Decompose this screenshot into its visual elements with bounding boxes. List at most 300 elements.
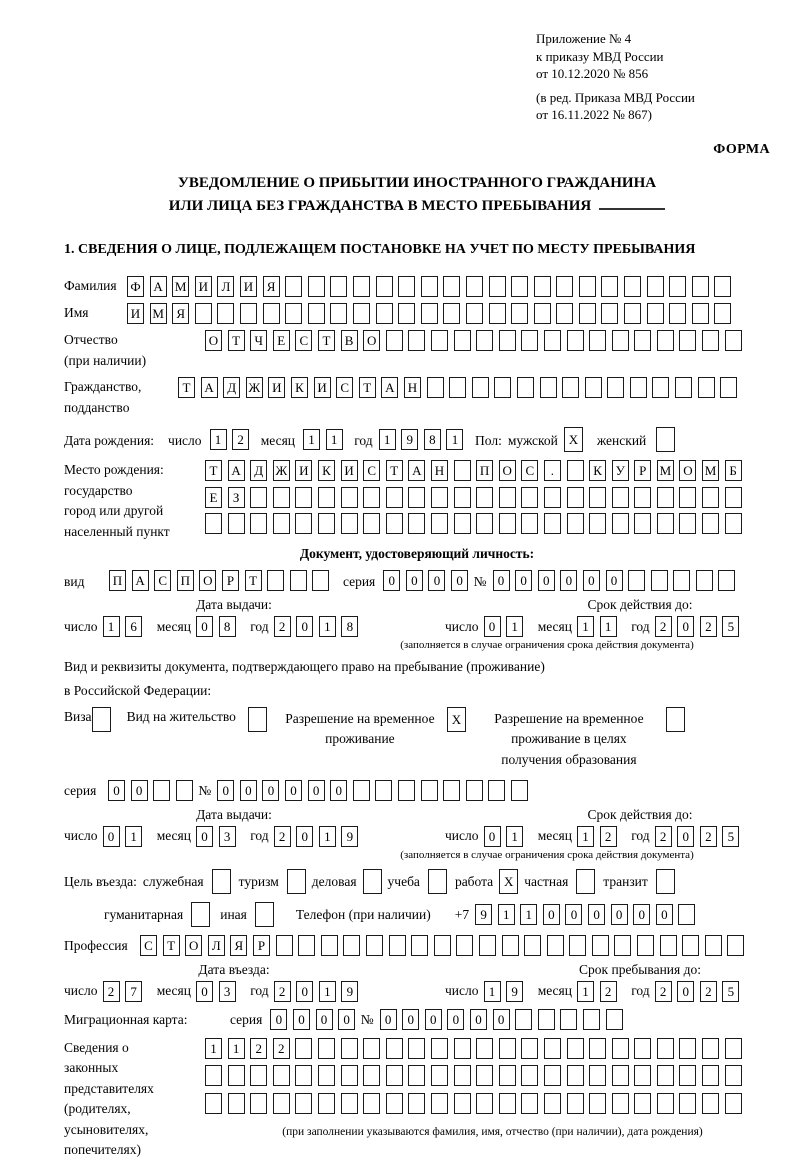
residence-number-cells[interactable]: [217, 780, 533, 801]
char-cell[interactable]: 0: [196, 826, 213, 847]
char-cell[interactable]: [431, 513, 448, 534]
char-cell[interactable]: [589, 513, 606, 534]
char-cell[interactable]: [702, 513, 719, 534]
char-cell[interactable]: [376, 303, 393, 324]
char-cell[interactable]: [660, 935, 677, 956]
char-cell[interactable]: [287, 869, 306, 894]
char-cell[interactable]: 6: [125, 616, 142, 637]
char-cell[interactable]: [669, 276, 686, 297]
entry-day[interactable]: [103, 981, 148, 1002]
char-cell[interactable]: [353, 780, 370, 801]
char-cell[interactable]: [698, 377, 715, 398]
stay-year[interactable]: [655, 981, 745, 1002]
char-cell[interactable]: В: [341, 330, 358, 351]
char-cell[interactable]: [702, 1065, 719, 1086]
char-cell[interactable]: 1: [210, 429, 227, 450]
char-cell[interactable]: 0: [308, 780, 325, 801]
char-cell[interactable]: И: [195, 276, 212, 297]
char-cell[interactable]: [614, 935, 631, 956]
char-cell[interactable]: Т: [205, 460, 222, 481]
char-cell[interactable]: 0: [484, 826, 501, 847]
char-cell[interactable]: [318, 513, 335, 534]
char-cell[interactable]: [428, 869, 447, 894]
char-cell[interactable]: [454, 1093, 471, 1114]
char-cell[interactable]: [560, 1009, 577, 1030]
char-cell[interactable]: 0: [484, 616, 501, 637]
residence-validity-day[interactable]: [484, 826, 529, 847]
char-cell[interactable]: 0: [380, 1009, 397, 1030]
char-cell[interactable]: [454, 1038, 471, 1059]
char-cell[interactable]: К: [291, 377, 308, 398]
residence-issue-month[interactable]: [196, 826, 241, 847]
purpose-tranzit-checkbox[interactable]: [656, 869, 675, 894]
char-cell[interactable]: [714, 276, 731, 297]
char-cell[interactable]: 8: [219, 616, 236, 637]
char-cell[interactable]: 0: [296, 981, 313, 1002]
char-cell[interactable]: [295, 1093, 312, 1114]
char-cell[interactable]: 0: [677, 826, 694, 847]
char-cell[interactable]: [634, 513, 651, 534]
doc-issue-day[interactable]: [103, 616, 148, 637]
char-cell[interactable]: 2: [273, 1038, 290, 1059]
char-cell[interactable]: 1: [319, 826, 336, 847]
char-cell[interactable]: [634, 1038, 651, 1059]
char-cell[interactable]: М: [657, 460, 674, 481]
char-cell[interactable]: [466, 276, 483, 297]
char-cell[interactable]: [585, 377, 602, 398]
char-cell[interactable]: [579, 303, 596, 324]
char-cell[interactable]: [517, 377, 534, 398]
char-cell[interactable]: И: [295, 460, 312, 481]
char-cell[interactable]: Д: [250, 460, 267, 481]
char-cell[interactable]: [725, 513, 742, 534]
char-cell[interactable]: [679, 330, 696, 351]
char-cell[interactable]: Т: [245, 570, 262, 591]
char-cell[interactable]: 0: [470, 1009, 487, 1030]
char-cell[interactable]: [375, 780, 392, 801]
char-cell[interactable]: [702, 330, 719, 351]
char-cell[interactable]: [489, 276, 506, 297]
char-cell[interactable]: 1: [577, 616, 594, 637]
char-cell[interactable]: Н: [431, 460, 448, 481]
char-cell[interactable]: Т: [386, 460, 403, 481]
char-cell[interactable]: [567, 1093, 584, 1114]
char-cell[interactable]: Р: [253, 935, 270, 956]
char-cell[interactable]: [228, 1093, 245, 1114]
char-cell[interactable]: [567, 1038, 584, 1059]
char-cell[interactable]: 1: [103, 616, 120, 637]
char-cell[interactable]: Е: [273, 330, 290, 351]
char-cell[interactable]: [576, 869, 595, 894]
char-cell[interactable]: 0: [493, 1009, 510, 1030]
char-cell[interactable]: [521, 487, 538, 508]
char-cell[interactable]: 5: [722, 616, 739, 637]
char-cell[interactable]: С: [154, 570, 171, 591]
char-cell[interactable]: [675, 377, 692, 398]
char-cell[interactable]: Т: [163, 935, 180, 956]
char-cell[interactable]: Д: [223, 377, 240, 398]
char-cell[interactable]: [228, 1065, 245, 1086]
char-cell[interactable]: [273, 513, 290, 534]
char-cell[interactable]: [624, 276, 641, 297]
char-cell[interactable]: 0: [560, 570, 577, 591]
char-cell[interactable]: [657, 1093, 674, 1114]
visa-checkbox[interactable]: [92, 707, 111, 732]
char-cell[interactable]: М: [172, 276, 189, 297]
char-cell[interactable]: [343, 935, 360, 956]
char-cell[interactable]: [589, 1038, 606, 1059]
char-cell[interactable]: 0: [515, 570, 532, 591]
char-cell[interactable]: [511, 276, 528, 297]
char-cell[interactable]: С: [140, 935, 157, 956]
char-cell[interactable]: 0: [402, 1009, 419, 1030]
char-cell[interactable]: 0: [428, 570, 445, 591]
char-cell[interactable]: [205, 1065, 222, 1086]
char-cell[interactable]: А: [132, 570, 149, 591]
char-cell[interactable]: [720, 377, 737, 398]
char-cell[interactable]: [318, 1038, 335, 1059]
char-cell[interactable]: 1: [205, 1038, 222, 1059]
char-cell[interactable]: [386, 330, 403, 351]
char-cell[interactable]: [363, 1038, 380, 1059]
sex-male-checkbox[interactable]: [564, 427, 583, 452]
char-cell[interactable]: 0: [270, 1009, 287, 1030]
char-cell[interactable]: 1: [125, 826, 142, 847]
char-cell[interactable]: 1: [446, 429, 463, 450]
char-cell[interactable]: [250, 513, 267, 534]
char-cell[interactable]: [479, 935, 496, 956]
char-cell[interactable]: [534, 276, 551, 297]
char-cell[interactable]: 2: [232, 429, 249, 450]
purpose-ucheba-checkbox[interactable]: [428, 869, 447, 894]
char-cell[interactable]: [217, 303, 234, 324]
citizenship-cells[interactable]: [178, 377, 743, 398]
char-cell[interactable]: [449, 377, 466, 398]
char-cell[interactable]: [556, 303, 573, 324]
char-cell[interactable]: [431, 330, 448, 351]
char-cell[interactable]: 2: [274, 826, 291, 847]
char-cell[interactable]: [443, 780, 460, 801]
char-cell[interactable]: [499, 330, 516, 351]
char-cell[interactable]: [195, 303, 212, 324]
birthplace-cells-row3[interactable]: [205, 513, 747, 534]
char-cell[interactable]: [499, 1093, 516, 1114]
doc-issue-year[interactable]: [274, 616, 364, 637]
char-cell[interactable]: 1: [600, 616, 617, 637]
char-cell[interactable]: [431, 1038, 448, 1059]
char-cell[interactable]: [153, 780, 170, 801]
purpose-turizm-checkbox[interactable]: [287, 869, 306, 894]
char-cell[interactable]: Л: [217, 276, 234, 297]
char-cell[interactable]: [267, 570, 284, 591]
char-cell[interactable]: [612, 1038, 629, 1059]
char-cell[interactable]: [725, 1038, 742, 1059]
char-cell[interactable]: 0: [406, 570, 423, 591]
char-cell[interactable]: [386, 1093, 403, 1114]
char-cell[interactable]: [589, 1065, 606, 1086]
char-cell[interactable]: [634, 1093, 651, 1114]
char-cell[interactable]: [544, 1065, 561, 1086]
char-cell[interactable]: [524, 935, 541, 956]
char-cell[interactable]: 9: [341, 826, 358, 847]
char-cell[interactable]: [285, 276, 302, 297]
char-cell[interactable]: [454, 487, 471, 508]
char-cell[interactable]: 0: [677, 981, 694, 1002]
char-cell[interactable]: [714, 303, 731, 324]
char-cell[interactable]: 0: [538, 570, 555, 591]
char-cell[interactable]: 2: [700, 981, 717, 1002]
char-cell[interactable]: [454, 1065, 471, 1086]
char-cell[interactable]: [567, 1065, 584, 1086]
char-cell[interactable]: [540, 377, 557, 398]
char-cell[interactable]: 2: [600, 981, 617, 1002]
char-cell[interactable]: 8: [341, 616, 358, 637]
char-cell[interactable]: 5: [722, 826, 739, 847]
char-cell[interactable]: С: [295, 330, 312, 351]
char-cell[interactable]: 2: [600, 826, 617, 847]
char-cell[interactable]: [228, 513, 245, 534]
char-cell[interactable]: 1: [506, 616, 523, 637]
char-cell[interactable]: 1: [303, 429, 320, 450]
char-cell[interactable]: [521, 330, 538, 351]
char-cell[interactable]: Л: [208, 935, 225, 956]
char-cell[interactable]: О: [185, 935, 202, 956]
birth-year-cells[interactable]: [379, 429, 469, 450]
char-cell[interactable]: 0: [293, 1009, 310, 1030]
char-cell[interactable]: [669, 303, 686, 324]
char-cell[interactable]: Р: [634, 460, 651, 481]
char-cell[interactable]: [647, 276, 664, 297]
char-cell[interactable]: [567, 513, 584, 534]
char-cell[interactable]: [476, 1065, 493, 1086]
char-cell[interactable]: [702, 1093, 719, 1114]
char-cell[interactable]: [318, 1093, 335, 1114]
char-cell[interactable]: Я: [230, 935, 247, 956]
char-cell[interactable]: X: [447, 707, 466, 732]
char-cell[interactable]: [408, 1065, 425, 1086]
char-cell[interactable]: [341, 1065, 358, 1086]
char-cell[interactable]: 0: [565, 904, 582, 925]
char-cell[interactable]: [273, 487, 290, 508]
char-cell[interactable]: [521, 1093, 538, 1114]
purpose-delovaya-checkbox[interactable]: [363, 869, 382, 894]
char-cell[interactable]: М: [702, 460, 719, 481]
char-cell[interactable]: [363, 513, 380, 534]
birthplace-cells-row2[interactable]: [205, 487, 747, 508]
char-cell[interactable]: [398, 276, 415, 297]
char-cell[interactable]: X: [499, 869, 518, 894]
char-cell[interactable]: [692, 303, 709, 324]
char-cell[interactable]: 0: [316, 1009, 333, 1030]
char-cell[interactable]: 1: [319, 616, 336, 637]
char-cell[interactable]: [657, 513, 674, 534]
char-cell[interactable]: [330, 303, 347, 324]
char-cell[interactable]: [454, 513, 471, 534]
char-cell[interactable]: 0: [633, 904, 650, 925]
residence-validity-month[interactable]: [577, 826, 622, 847]
birthplace-cells-row1[interactable]: [205, 460, 747, 481]
char-cell[interactable]: [679, 1093, 696, 1114]
char-cell[interactable]: [318, 487, 335, 508]
char-cell[interactable]: [692, 276, 709, 297]
char-cell[interactable]: [725, 330, 742, 351]
char-cell[interactable]: [521, 1038, 538, 1059]
char-cell[interactable]: [411, 935, 428, 956]
char-cell[interactable]: [673, 570, 690, 591]
char-cell[interactable]: [702, 1038, 719, 1059]
char-cell[interactable]: [589, 487, 606, 508]
char-cell[interactable]: 1: [319, 981, 336, 1002]
char-cell[interactable]: К: [589, 460, 606, 481]
char-cell[interactable]: [386, 487, 403, 508]
char-cell[interactable]: [679, 1038, 696, 1059]
char-cell[interactable]: [538, 1009, 555, 1030]
char-cell[interactable]: [678, 904, 695, 925]
char-cell[interactable]: 0: [383, 570, 400, 591]
char-cell[interactable]: [601, 303, 618, 324]
char-cell[interactable]: А: [150, 276, 167, 297]
char-cell[interactable]: К: [318, 460, 335, 481]
char-cell[interactable]: 0: [296, 826, 313, 847]
char-cell[interactable]: [682, 935, 699, 956]
char-cell[interactable]: [285, 303, 302, 324]
char-cell[interactable]: [657, 1065, 674, 1086]
surname-cells[interactable]: [127, 276, 737, 297]
char-cell[interactable]: 0: [240, 780, 257, 801]
reps-cells-row1[interactable]: [205, 1038, 780, 1059]
birth-day-cells[interactable]: [210, 429, 255, 450]
purpose-inaya-checkbox[interactable]: [255, 902, 274, 927]
doc-type-cells[interactable]: [109, 570, 335, 591]
char-cell[interactable]: Ф: [127, 276, 144, 297]
char-cell[interactable]: [386, 1038, 403, 1059]
char-cell[interactable]: 2: [655, 616, 672, 637]
name-cells[interactable]: [127, 303, 737, 324]
char-cell[interactable]: [276, 935, 293, 956]
purpose-rabota-checkbox[interactable]: [499, 869, 518, 894]
char-cell[interactable]: [702, 487, 719, 508]
char-cell[interactable]: [634, 1065, 651, 1086]
char-cell[interactable]: [341, 487, 358, 508]
char-cell[interactable]: О: [363, 330, 380, 351]
char-cell[interactable]: [308, 303, 325, 324]
edu-permit-checkbox[interactable]: [666, 707, 685, 732]
char-cell[interactable]: [657, 487, 674, 508]
char-cell[interactable]: [295, 487, 312, 508]
char-cell[interactable]: О: [679, 460, 696, 481]
char-cell[interactable]: 9: [341, 981, 358, 1002]
char-cell[interactable]: [295, 1038, 312, 1059]
char-cell[interactable]: [250, 1065, 267, 1086]
char-cell[interactable]: [534, 303, 551, 324]
char-cell[interactable]: [205, 513, 222, 534]
char-cell[interactable]: [454, 330, 471, 351]
char-cell[interactable]: [679, 513, 696, 534]
char-cell[interactable]: [637, 935, 654, 956]
char-cell[interactable]: [544, 487, 561, 508]
char-cell[interactable]: [511, 780, 528, 801]
doc-validity-month[interactable]: [577, 616, 622, 637]
char-cell[interactable]: [567, 460, 584, 481]
char-cell[interactable]: 0: [131, 780, 148, 801]
char-cell[interactable]: [521, 1065, 538, 1086]
char-cell[interactable]: [273, 1065, 290, 1086]
stay-day[interactable]: [484, 981, 529, 1002]
entry-year[interactable]: [274, 981, 364, 1002]
char-cell[interactable]: С: [521, 460, 538, 481]
sex-female-checkbox[interactable]: [656, 427, 675, 452]
char-cell[interactable]: [250, 1093, 267, 1114]
char-cell[interactable]: [308, 276, 325, 297]
char-cell[interactable]: [431, 1093, 448, 1114]
char-cell[interactable]: Е: [205, 487, 222, 508]
char-cell[interactable]: Т: [228, 330, 245, 351]
char-cell[interactable]: [363, 487, 380, 508]
char-cell[interactable]: [583, 1009, 600, 1030]
char-cell[interactable]: [431, 487, 448, 508]
char-cell[interactable]: [330, 276, 347, 297]
char-cell[interactable]: 0: [285, 780, 302, 801]
doc-seriya-cells[interactable]: [383, 570, 473, 591]
char-cell[interactable]: 1: [498, 904, 515, 925]
char-cell[interactable]: [624, 303, 641, 324]
char-cell[interactable]: 5: [722, 981, 739, 1002]
char-cell[interactable]: [679, 1065, 696, 1086]
stay-month[interactable]: [577, 981, 622, 1002]
char-cell[interactable]: [567, 330, 584, 351]
residence-seriya-cells[interactable]: [108, 780, 198, 801]
char-cell[interactable]: [630, 377, 647, 398]
char-cell[interactable]: [456, 935, 473, 956]
char-cell[interactable]: [612, 1093, 629, 1114]
doc-issue-month[interactable]: [196, 616, 241, 637]
char-cell[interactable]: [466, 303, 483, 324]
char-cell[interactable]: [408, 1038, 425, 1059]
char-cell[interactable]: [601, 276, 618, 297]
char-cell[interactable]: [472, 377, 489, 398]
char-cell[interactable]: 3: [219, 826, 236, 847]
char-cell[interactable]: .: [544, 460, 561, 481]
char-cell[interactable]: 8: [424, 429, 441, 450]
char-cell[interactable]: С: [363, 460, 380, 481]
char-cell[interactable]: Т: [178, 377, 195, 398]
patronymic-cells[interactable]: [205, 330, 747, 351]
char-cell[interactable]: [592, 935, 609, 956]
char-cell[interactable]: [499, 1038, 516, 1059]
char-cell[interactable]: [421, 780, 438, 801]
char-cell[interactable]: [544, 330, 561, 351]
char-cell[interactable]: 0: [451, 570, 468, 591]
char-cell[interactable]: [341, 1038, 358, 1059]
char-cell[interactable]: [499, 513, 516, 534]
char-cell[interactable]: 0: [217, 780, 234, 801]
char-cell[interactable]: [191, 902, 210, 927]
char-cell[interactable]: [363, 1065, 380, 1086]
char-cell[interactable]: Ж: [273, 460, 290, 481]
char-cell[interactable]: 0: [196, 616, 213, 637]
char-cell[interactable]: С: [336, 377, 353, 398]
char-cell[interactable]: [502, 935, 519, 956]
residence-permit-checkbox[interactable]: [248, 707, 267, 732]
char-cell[interactable]: 0: [447, 1009, 464, 1030]
char-cell[interactable]: [657, 1038, 674, 1059]
char-cell[interactable]: [634, 487, 651, 508]
char-cell[interactable]: 9: [506, 981, 523, 1002]
char-cell[interactable]: Я: [172, 303, 189, 324]
char-cell[interactable]: Б: [725, 460, 742, 481]
char-cell[interactable]: [376, 276, 393, 297]
char-cell[interactable]: И: [240, 276, 257, 297]
